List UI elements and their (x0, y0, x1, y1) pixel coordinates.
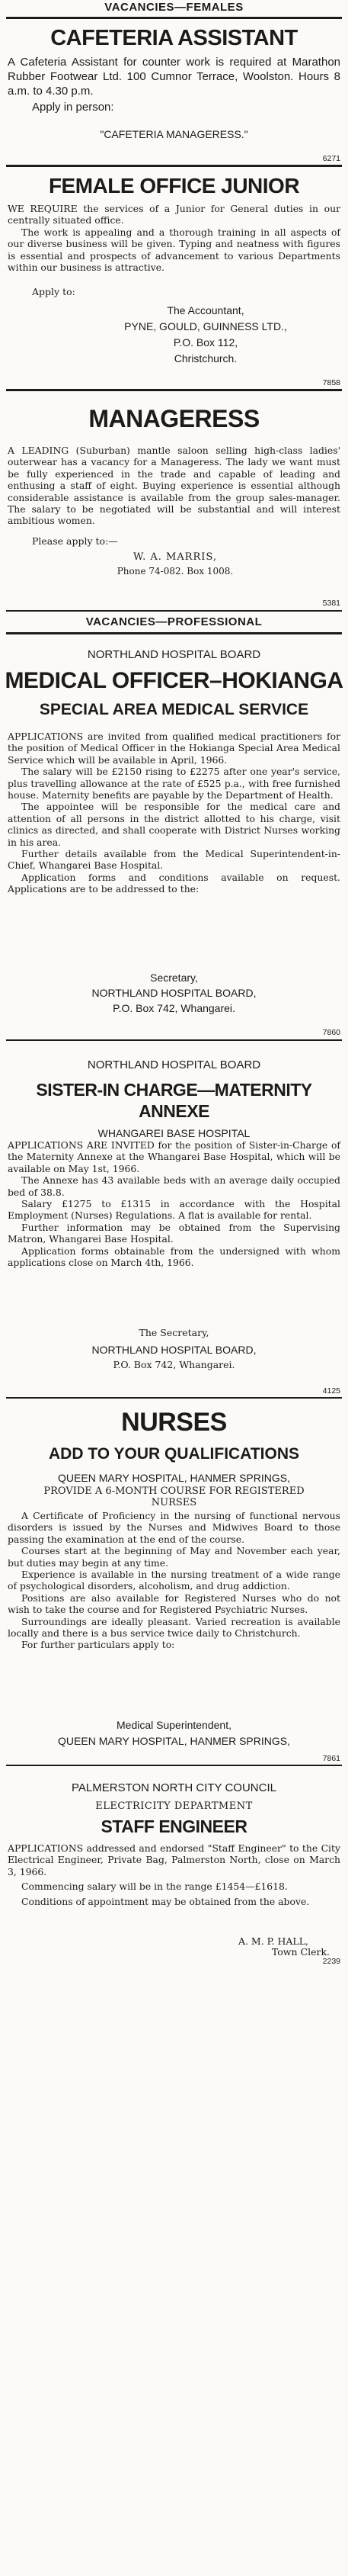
ad-body (8, 1139, 340, 1268)
ad-address (91, 303, 320, 367)
address-line: NORTHLAND HOSPITAL BOARD, (91, 987, 257, 999)
hospital-name: WHANGAREI BASE HOSPITAL (97, 1127, 251, 1139)
apply-label: Please apply to:— (32, 535, 118, 547)
address-line: P.O. Box 742, Whangarei. (113, 1359, 235, 1370)
apply-label: Apply in person: (32, 101, 114, 114)
ad-paragraph: Surroundings are ideally pleasant. Varied recreation is available locally and there is a bus service twice daily to Christchurch. (8, 1615, 340, 1640)
address-line: The Accountant, (167, 304, 244, 316)
contact-phone: Phone 74-082. Box 1008. (117, 566, 234, 577)
ad-paragraph: The Annexe has 43 available beds with an average daily occupied bed of 38.8. (8, 1174, 340, 1198)
apply-label: Apply to: (32, 286, 75, 297)
ad-number: 5381 (322, 599, 340, 608)
signature-title: Town Clerk. (271, 1946, 330, 1958)
ad-body (8, 203, 340, 273)
ad-paragraph: Commencing salary will be in the range £1454—£1618. (21, 1881, 288, 1893)
ad-divider (6, 389, 342, 391)
ad-paragraph: Salary £1275 to £1315 in accordance with the Hospital Employment (Nurses) Regulations. A flat is available for rental. (8, 1198, 340, 1222)
ad-paragraph: The salary will be £2150 rising to £2275 after one year's service, plus travelling allowance at the rate of £525 p.a., with free furnished house. Maternity benefits are payable by the Department of Health. (8, 766, 340, 801)
ad-contact: "CAFETERIA MANAGERESS." (100, 128, 248, 140)
ad-divider (6, 165, 342, 167)
ad-paragraph: APPLICATIONS ARE INVITED for the position of Sister-in-Charge of the Maternity Annexe at the Whangarei Base Hospital, which will be available on May 1st, 1966. (8, 1139, 340, 1174)
ad-body (8, 1510, 340, 1651)
ad-title: FEMALE OFFICE JUNIOR (48, 174, 300, 198)
board-name: NORTHLAND HOSPITAL BOARD (87, 648, 261, 661)
ad-signature: The Secretary, (139, 1327, 209, 1338)
ad-paragraph: Application forms and conditions available on request. Applications are to be addressed to the: (8, 871, 340, 895)
address-line: P.O. Box 112, (173, 336, 238, 348)
ad-number: 7861 (322, 1754, 340, 1763)
ad-paragraph: Application forms obtainable from the undersigned with whom applications close on March 4th, 1966. (8, 1245, 340, 1269)
address-line: NORTHLAND HOSPITAL BOARD, (91, 1344, 257, 1356)
address-line: Medical Superintendent, (117, 1719, 231, 1731)
ad-title: NURSES (121, 1408, 227, 1437)
ad-title: MANAGERESS (88, 405, 260, 432)
ad-number: 4125 (322, 1386, 340, 1396)
ad-contact (76, 551, 274, 578)
course-line: NURSES (151, 1497, 197, 1508)
ad-paragraph: Further information may be obtained from the Supervising Matron, Whangarei Base Hospital. (8, 1221, 340, 1245)
course-line: PROVIDE A 6-MONTH COURSE FOR REGISTERED (43, 1486, 305, 1497)
ad-divider (6, 1765, 342, 1766)
ad-address (0, 970, 348, 1016)
section-header-females: VACANCIES—FEMALES (104, 1, 244, 14)
section-rule (6, 17, 342, 19)
ad-title: MEDICAL OFFICER–HOKIANGA (5, 668, 343, 693)
ad-paragraph: APPLICATIONS are invited from qualified medical practitioners for the position of Medical Officer in the Hokianga Special Area Medical Service which will be available in April, 1966. (8, 731, 340, 766)
department-name: ELECTRICITY DEPARTMENT (95, 1800, 253, 1812)
ad-body (8, 731, 340, 895)
hospital-name: QUEEN MARY HOSPITAL, HANMER SPRINGS, (58, 1472, 290, 1484)
section-header-professional: VACANCIES—PROFESSIONAL (85, 615, 263, 628)
ad-number: 2239 (322, 1957, 340, 1966)
ad-paragraph: Further details available from the Medical Superintendent-in-Chief, Whangarei Base Hospital. (8, 848, 340, 872)
ad-divider (6, 1397, 342, 1399)
ad-paragraph: The work is appealing and a thorough training in all aspects of our diverse business will be given. Typing and neatness with figures is essential and prospects of advancement to various Departments within our business is attractive. (8, 226, 340, 274)
ad-title: STAFF ENGINEER (101, 1816, 247, 1836)
ad-paragraph: Courses start at the beginning of May and November each year, but duties may begin at any time. (8, 1545, 340, 1569)
address-line: QUEEN MARY HOSPITAL, HANMER SPRINGS, (58, 1735, 290, 1747)
ad-paragraph: Positions are also available for Registered Nurses who do not wish to take the course and for Registered Psychiatric Nurses. (8, 1592, 340, 1616)
address-line: PYNE, GOULD, GUINNESS LTD., (124, 320, 287, 332)
board-name: NORTHLAND HOSPITAL BOARD (87, 1058, 261, 1071)
address-line: Christchurch. (174, 352, 238, 365)
ad-body (8, 445, 340, 527)
ad-number: 7860 (322, 1028, 340, 1037)
ad-title: ANNEXE (139, 1101, 209, 1121)
ad-body: A Cafeteria Assistant for counter work is required at Marathon Rubber Footwear Ltd. 100 Cumnor Terrace, Woolston. Hours 8 a.m. to 4.30 p.m. (8, 56, 340, 98)
ad-title: CAFETERIA ASSISTANT (50, 26, 298, 50)
signature-name: A. M. P. HALL, (238, 1935, 308, 1947)
ad-body (8, 1842, 340, 1907)
ad-number: 6271 (322, 154, 340, 163)
council-name: PALMERSTON NORTH CITY COUNCIL (72, 1781, 276, 1794)
ad-paragraph: WE REQUIRE the services of a Junior for General duties in our centrally situated office. (8, 203, 340, 226)
ad-address (0, 1342, 348, 1373)
ad-paragraph: Experience is available in the nursing treatment of a wide range of psychological disorders, alcoholism, and drug addiction. (8, 1569, 340, 1592)
ad-paragraph: For further particulars apply to: (21, 1639, 175, 1651)
ad-title: SISTER-IN CHARGE—MATERNITY (36, 1080, 312, 1100)
address-line: P.O. Box 742, Whangarei. (113, 1002, 235, 1014)
section-rule (6, 632, 342, 634)
ad-address (0, 1717, 348, 1749)
ad-paragraph: APPLICATIONS addressed and endorsed "Staff Engineer" to the City Electrical Engineer, Private Bag, Palmerston North, close on March 3, 1966. (8, 1842, 340, 1877)
ad-paragraph: A LEADING (Suburban) mantle saloon selling high-class ladies' outerwear has a vacancy for a Manageress. The lady we want must be fully experienced in the trade and capable of leading and enthusing a staff of eight. Buying experience is essential although considerable assistance is available from the group sales-manager. The salary to be negotiated will be substantial and will interest ambitious women. (8, 445, 340, 527)
contact-name: W. A. MARRIS, (133, 551, 217, 563)
ad-number: 7858 (322, 378, 340, 387)
ad-divider (6, 610, 342, 612)
address-line: Secretary, (150, 972, 198, 984)
ad-paragraph: A Certificate of Proficiency in the nursing of functional nervous disorders is issued by the Nurses and Midwives Board to those passing the examination at the end of the course. (8, 1510, 340, 1545)
ad-paragraph: Conditions of appointment may be obtained from the above. (21, 1895, 310, 1907)
ad-subtitle: ADD TO YOUR QUALIFICATIONS (48, 1445, 299, 1463)
ad-divider (6, 1039, 342, 1041)
ad-paragraph: The appointee will be responsible for the medical care and attention of all persons in the district allotted to his charge, visit clinics as directed, and shall cooperate with District Nurses working in his area. (8, 801, 340, 848)
ad-subtitle: SPECIAL AREA MEDICAL SERVICE (39, 701, 309, 718)
